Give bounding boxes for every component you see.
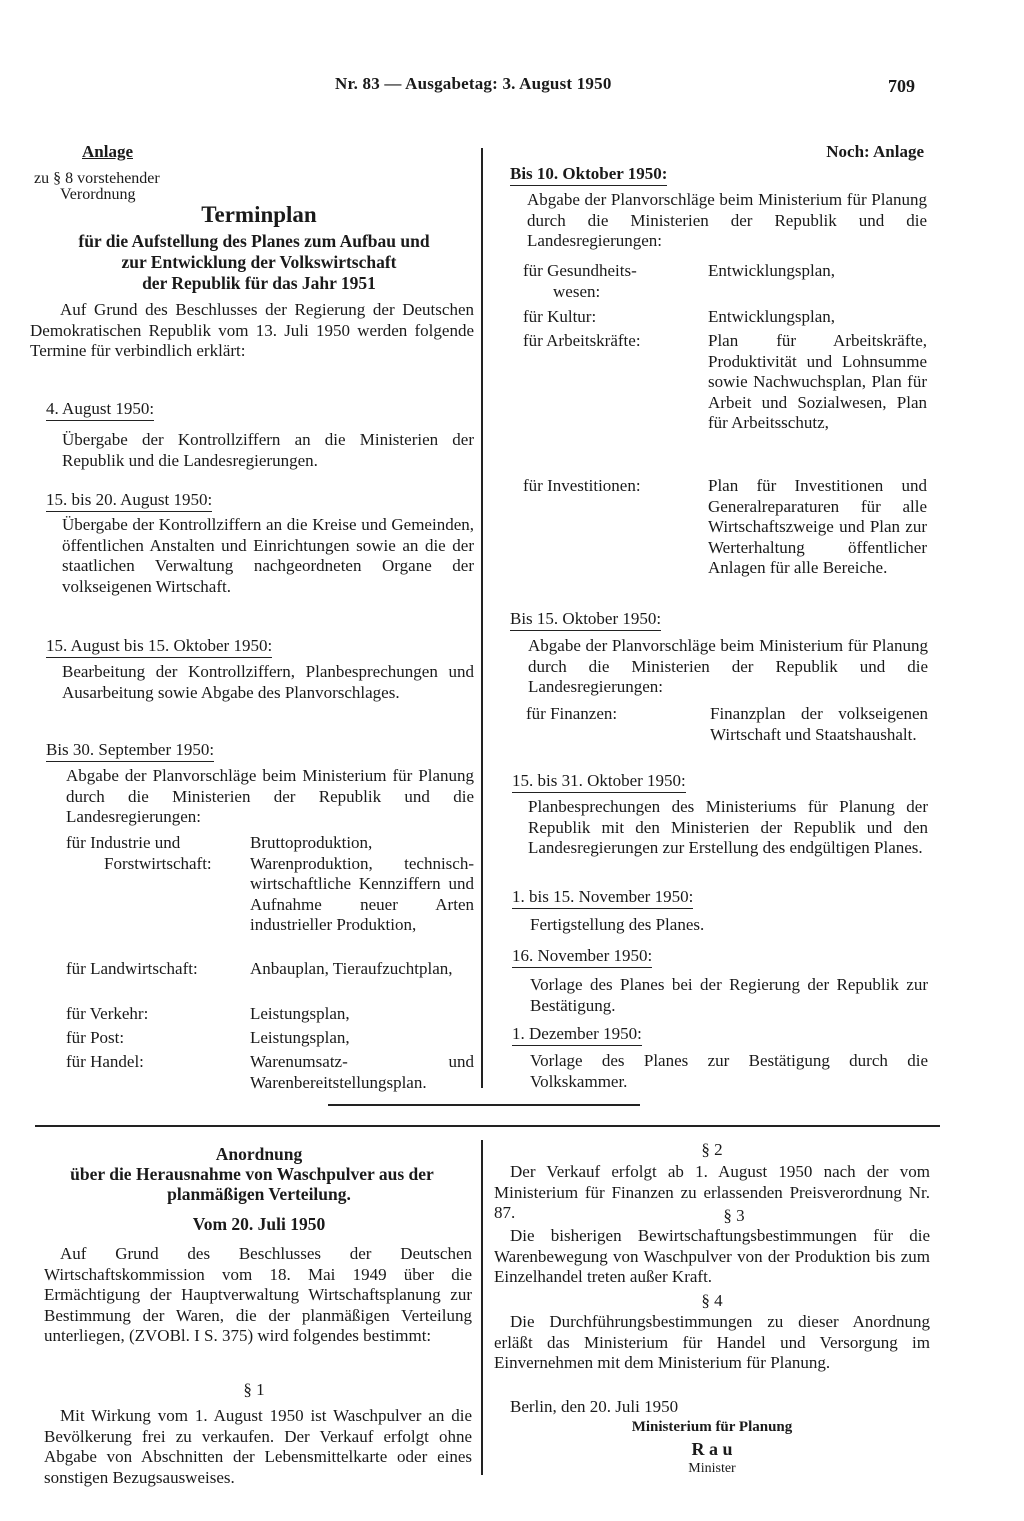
table-row [523,476,927,579]
r-deadline-4-body: Fertigstellung des Planes. [530,915,705,934]
table-key: für Finanzen: [526,704,618,723]
doc-subtitle-3: der Republik für das Jahr 1951 [142,273,376,293]
table-value: Warenumsatz- und Warenbereitstellungsplan. [250,1052,474,1092]
table-key: für Post: [66,1028,125,1047]
r-deadline-6-text: 1. Dezember 1950: [512,1024,642,1046]
r-deadline-2-text: Bis 15. Oktober 1950: [510,609,661,631]
table-key: für Landwirtschaft: [66,959,198,978]
key-forstwirtschaft: Forstwirtschaft: [104,854,212,873]
paragraph-1-body: Mit Wirkung vom 1. August 1950 ist Waschpulver an die Bevölkerung frei zu verkaufen. Der Verkauf erfolgt ohne Abgabe von Abschnitten der Lebensmittelkarte oder eines sonstigen Bezugsausweises. [44,1406,472,1487]
page-header: Nr. 83 — Ausgabetag: 3. August 1950 [335,74,612,93]
page-number: 709 [888,76,915,96]
table-row [66,833,474,936]
r-deadline-5-date [512,946,652,968]
section-divider-full [35,1125,940,1127]
table-value: Finanzplan der volkseigenen Wirtschaft und Staatshaushalt. [710,704,928,744]
r-deadline-3-text: 15. bis 31. Oktober 1950: [512,771,686,793]
r-deadline-2-body: Abgabe der Planvorschläge beim Ministerium für Planung durch die Ministerien der Republik und die Landesregierungen: [528,636,928,697]
signature-ministry: Ministerium für Planung [631,1419,793,1435]
deadline-4-text: Bis 30. September 1950: [46,740,214,762]
doc-subtitle-1: für die Aufstellung des Planes zum Aufbau und [78,231,430,251]
table-row [523,261,927,302]
ordinance-title: Anordnung [215,1144,303,1164]
deadline-2-date [46,490,212,512]
table-value: Bruttoproduktion, Warenproduktion, technisch-wirtschaftliche Kennziffern und Aufnahme neuer Arten industrieller Produktion, [250,833,474,935]
deadline-2-text: 15. bis 20. August 1950: [46,490,212,512]
paragraph-2-body: Der Verkauf erfolgt ab 1. August 1950 nach der vom Ministerium für Finanzen zu erlassenden Preisverordnung Nr. 87. [494,1162,930,1223]
ordinance-subtitle-1: über die Herausnahme von Waschpulver aus der [70,1164,434,1184]
table-key: für Handel: [66,1052,144,1071]
table-key: für Verkehr: [66,1004,149,1023]
r-deadline-3-body: Planbesprechungen des Ministeriums für Planung der Republik mit den Ministerien der Republik und den Landesregierungen zur Erstellung des endgültigen Planes. [528,797,928,858]
deadline-3-date [46,636,272,658]
section-divider-short [328,1104,640,1106]
r-deadline-3-date [512,771,686,793]
table-key-line: für Industrie und [66,833,181,852]
r-deadline-1-body: Abgabe der Planvorschläge beim Ministerium für Planung durch die Ministerien der Republik und die Landesregierungen: [527,190,927,251]
paragraph-1-label: § 1 [243,1380,265,1399]
anlage-label: Anlage [82,142,133,161]
deadline-4-date [46,740,214,762]
paragraph-2-label: § 2 [701,1140,723,1159]
table-row [526,704,928,745]
column-divider-top [481,148,483,1088]
paragraph-4-label: § 4 [701,1291,723,1310]
anlage-ref-1: zu § 8 vorstehender [34,170,160,187]
r-deadline-5-body: Vorlage des Planes bei der Regierung der Republik zur Bestätigung. [530,975,928,1015]
table-row [523,307,927,328]
r-deadline-4-text: 1. bis 15. November 1950: [512,887,693,909]
column-divider-bottom [481,1140,483,1475]
plan-table-left [66,833,474,936]
table-row [66,959,474,980]
ordinance-subtitle-2: planmäßigen Verteilung. [167,1184,351,1204]
table-row [66,1004,474,1025]
signature-place-date: Berlin, den 20. Juli 1950 [510,1397,679,1416]
table-key [66,833,250,936]
deadline-3-body: Bearbeitung der Kontrollziffern, Planbesprechungen und Ausarbeitung sowie Abgabe des Planvorschlages. [62,662,474,702]
paragraph-3-label: § 3 [723,1206,745,1225]
anlage-ref-2: Verordnung [60,186,136,203]
r-deadline-6-body: Vorlage des Planes zur Bestätigung durch die Volkskammer. [530,1051,928,1091]
table-value: Plan für Arbeitskräfte, Produktivität und Lohnsumme sowie Nachwuchsplan, Plan für Arbeit und Sozialwesen, Plan für Arbeitsschutz, [708,331,927,433]
table-key: für Arbeitskräfte: [523,331,641,350]
r-deadline-1-date [510,164,667,186]
table-value: Leistungsplan, [250,1004,350,1023]
doc-title: Terminplan [201,202,317,227]
table-key: für Gesundheits- wesen: [523,261,637,301]
table-value: Entwicklungsplan, [708,307,836,326]
table-key: für Investitionen: [523,476,641,495]
signature-name: R a u [691,1439,733,1459]
r-deadline-1-text: Bis 10. Oktober 1950: [510,164,667,186]
table-value: Plan für Investitionen und Generalreparaturen für alle Wirtschaftszweige und Plan zur Werterhaltung öffentlicher Anlagen für alle Bereiche. [708,476,927,578]
noch-anlage-label: Noch: Anlage [826,142,924,161]
deadline-2-body: Übergabe der Kontrollziffern an die Kreise und Gemeinden, öffentlichen Anstalten und Einrichtungen sowie an die der staatlichen Verwaltung nachgeordneten Organe der volkseigenen Wirtschaft. [62,515,474,596]
doc-subtitle-2: zur Entwicklung der Volkswirtschaft [121,252,397,272]
table-value: Leistungsplan, [250,1028,350,1047]
r-deadline-5-text: 16. November 1950: [512,946,652,968]
table-row [66,1052,474,1093]
deadline-1-body: Übergabe der Kontrollziffern an die Ministerien der Republik und die Landesregierungen. [62,430,474,470]
deadline-3-text: 15. August bis 15. Oktober 1950: [46,636,272,658]
paragraph-4-body: Die Durchführungsbestimmungen zu dieser Anordnung erläßt das Ministerium für Handel und Versorgung im Einvernehmen mit dem Ministerium für Planung. [494,1312,930,1373]
signature-role: Minister [688,1461,736,1476]
r-deadline-6-date [512,1024,642,1046]
deadline-1-text: 4. August 1950: [46,399,154,421]
table-row [523,331,927,434]
deadline-4-body: Abgabe der Planvorschläge beim Ministerium für Planung durch die Ministerien der Republik und die Landesregierungen: [66,766,474,827]
table-value: Entwicklungsplan, [708,261,836,280]
r-deadline-4-date [512,887,693,909]
table-key: für Kultur: [523,307,597,326]
paragraph-3-body: Die bisherigen Bewirtschaftungsbestimmungen für die Warenbewegung von Waschpulver von der Produktion bis zum Einzelhandel treten außer Kraft. [494,1226,930,1287]
ordinance-intro: Auf Grund des Beschlusses der Deutschen Wirtschaftskommission vom 18. Mai 1949 über die Ermächtigung der Hauptverwaltung Wirtschaftsplanung zur Bestimmung der Waren, die der planmäßigen Verteilung unterliegen, (ZVOBl. I S. 375) wird folgendes bestimmt: [44,1244,472,1346]
table-row [66,1028,474,1049]
table-value: Anbauplan, Tieraufzuchtplan, [250,959,453,978]
deadline-1-date [46,399,154,421]
r-deadline-2-date [510,609,661,631]
intro-paragraph: Auf Grund des Beschlusses der Regierung der Deutschen Demokratischen Republik vom 13. Juli 1950 werden folgende Termine für verbindlich erklärt: [30,300,474,361]
ordinance-date: Vom 20. Juli 1950 [192,1214,326,1234]
